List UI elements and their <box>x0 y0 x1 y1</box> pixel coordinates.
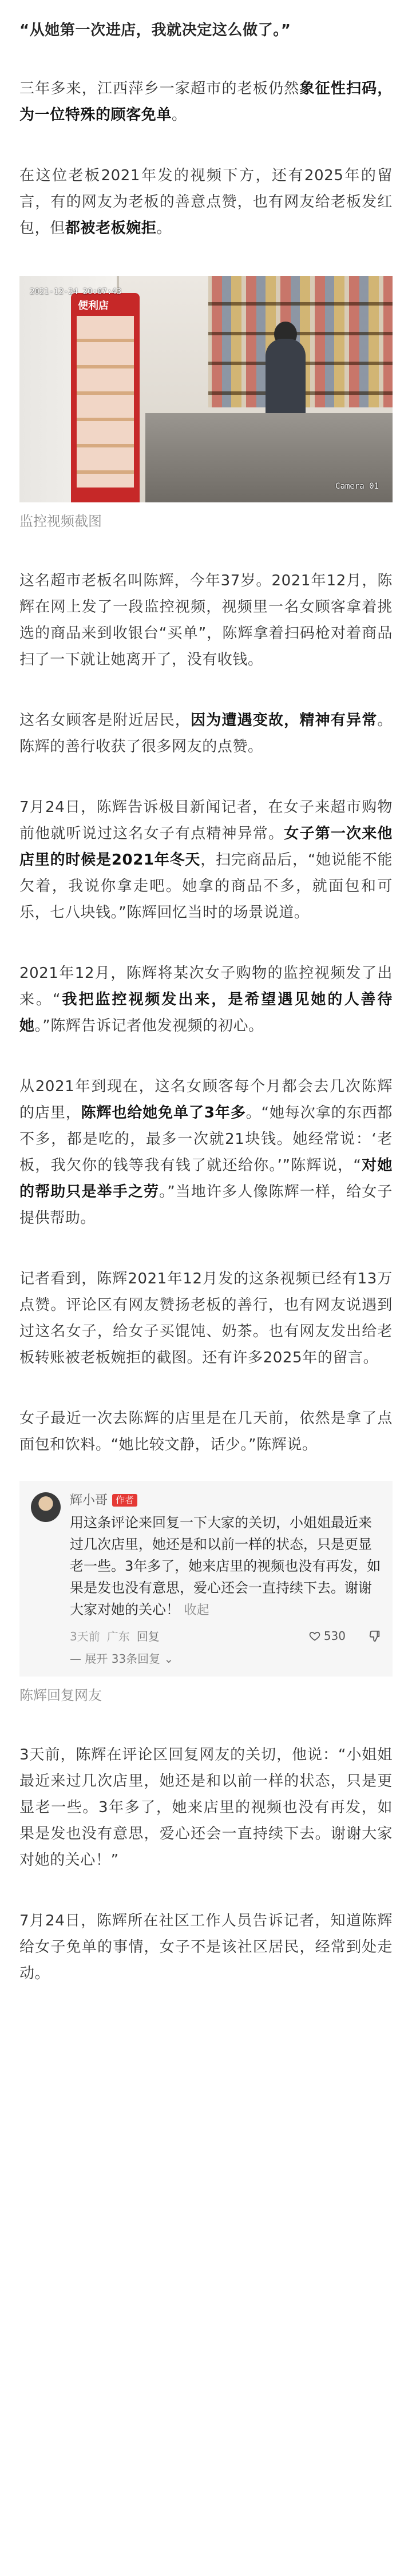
comment-caption: 陈辉回复网友 <box>19 1687 102 1703</box>
thumbs-down-icon[interactable] <box>369 1630 381 1642</box>
heart-icon <box>309 1630 320 1642</box>
paragraph-8: 记者看到，陈辉2021年12月发的这条视频已经有13万点赞。评论区有网友赞扬老板的善行，也有网友说遇到过这名女子，给女子买馄饨、奶茶。也有网友发出给老板转账被老板婉拒的截图。还有许多2025年的留言。 <box>19 1270 393 1366</box>
bold-phrase: 对她的帮助只是举手之劳 <box>19 1157 393 1200</box>
paragraph-2: 在这位老板2021年发的视频下方，还有2025年的留言，有的网友为老板的善意点赞，也有网友给老板发红包，但都被老板婉拒。 <box>19 167 393 237</box>
paragraph-11: 7月24日，陈辉所在社区工作人员告诉记者，知道陈辉给女子免单的事情，女子不是该社区居民，经常到处走动。 <box>19 1912 393 1982</box>
avatar[interactable] <box>31 1492 61 1522</box>
cctv-screenshot[interactable] <box>19 276 393 502</box>
comment-text: 用这条评论来回复一下大家的关切，小姐姐最近来过几次店里，她还是和以前一样的状态，只是更显老一些。3年多了，她来店里的视频也没有再发，如果是发也没有意思，爱心还会一直持续下去。谢谢大家对她的关心！ <box>70 1515 381 1618</box>
paragraph-6: 2021年12月，陈辉将某次女子购物的监控视频发了出来。“我把监控视频发出来，是希望遇见她的人善待她。”陈辉告诉记者他发视频的初心。 <box>19 965 393 1035</box>
paragraph-10: 3天前，陈辉在评论区回复网友的关切，他说：“小姐姐最近来过几次店里，她还是和以前一样的状态，只是更显老一些。3年多了，她来店里的视频也没有再发，如果是发也没有意思，爱心还会一直持续下去。谢谢大家对她的关心！” <box>19 1746 393 1869</box>
fridge-logo: 便利店 <box>78 300 109 312</box>
comment-author-name[interactable]: 辉小哥 <box>70 1493 108 1508</box>
bold-phrase: 象征性扫码，为一位特殊的顾客免单 <box>19 80 393 124</box>
bold-phrase: 我把监控视频发出来，是希望遇见她的人善待她 <box>19 991 393 1035</box>
author-badge: 作者 <box>112 1494 137 1507</box>
bold-phrase: 女子第一次来他店里的时候是2021年冬天 <box>19 825 393 869</box>
collapse-link[interactable]: 收起 <box>184 1603 209 1618</box>
like-button[interactable] <box>309 1629 346 1643</box>
comment-time: 3天前 <box>70 1630 100 1643</box>
cctv-image <box>19 276 393 502</box>
paragraph-4: 这名女顾客是附近居民，因为遭遇变故，精神有异常。陈辉的善行收获了很多网友的点赞。 <box>19 712 393 755</box>
paragraph-3: 这名超市老板名叫陈辉，今年37岁。2021年12月，陈辉在网上发了一段监控视频，视频里一名女顾客拿着挑选的商品来到收银台“买单”，陈辉拿着扫码枪对着商品扫了一下就让她离开了，没有收钱。 <box>19 572 393 668</box>
paragraph-1: 三年多来，江西萍乡一家超市的老板仍然象征性扫码，为一位特殊的顾客免单。 <box>19 80 393 124</box>
bold-phrase: 都被老板婉拒 <box>65 220 157 237</box>
bold-phrase: 陈辉也给她免单了3年多 <box>81 1104 246 1121</box>
paragraph-7: 从2021年到现在，这名女顾客每个月都会去几次陈辉的店里，陈辉也给她免单了3年多。“她每次拿的东西都不多，都是吃的，最多一次就21块钱。她经常说：‘老板，我欠你的钱等我有钱了就还给你。’”陈辉说，“对她的帮助只是举手之劳。”当地许多人像陈辉一样，给女子提供帮助。 <box>19 1078 393 1227</box>
comment-card <box>19 1481 393 1677</box>
figure-caption: 监控视频截图 <box>19 513 102 529</box>
cctv-timestamp: 2021-12-24 20:07:43 <box>30 287 122 296</box>
bold-phrase: 因为遭遇变故，精神有异常 <box>191 712 378 729</box>
cashier-figure <box>266 339 306 419</box>
paragraph-9: 女子最近一次去陈辉的店里是在几天前，依然是拿了点面包和饮料。“她比较文静，话少。”陈辉说。 <box>19 1410 393 1453</box>
paragraph-5: 7月24日，陈辉告诉极目新闻记者，在女子来超市购物前他就听说过这名女子有点精神异常。女子第一次来他店里的时候是2021年冬天，扫完商品后，“她说能不能欠着，我说你拿走吧。她拿的商品不多，就面包和可乐，七八块钱。”陈辉回忆当时的场景说道。 <box>19 799 393 921</box>
cctv-camera-label: Camera 01 <box>335 482 379 491</box>
like-count: 530 <box>323 1628 346 1643</box>
comment-location: 广东 <box>106 1630 130 1643</box>
headline-quote: “从她第一次进店，我就决定这么做了。” <box>19 22 291 39</box>
expand-replies-link[interactable]: — 展开 33条回复 ⌄ <box>70 1652 174 1666</box>
reply-button[interactable]: 回复 <box>136 1630 160 1643</box>
